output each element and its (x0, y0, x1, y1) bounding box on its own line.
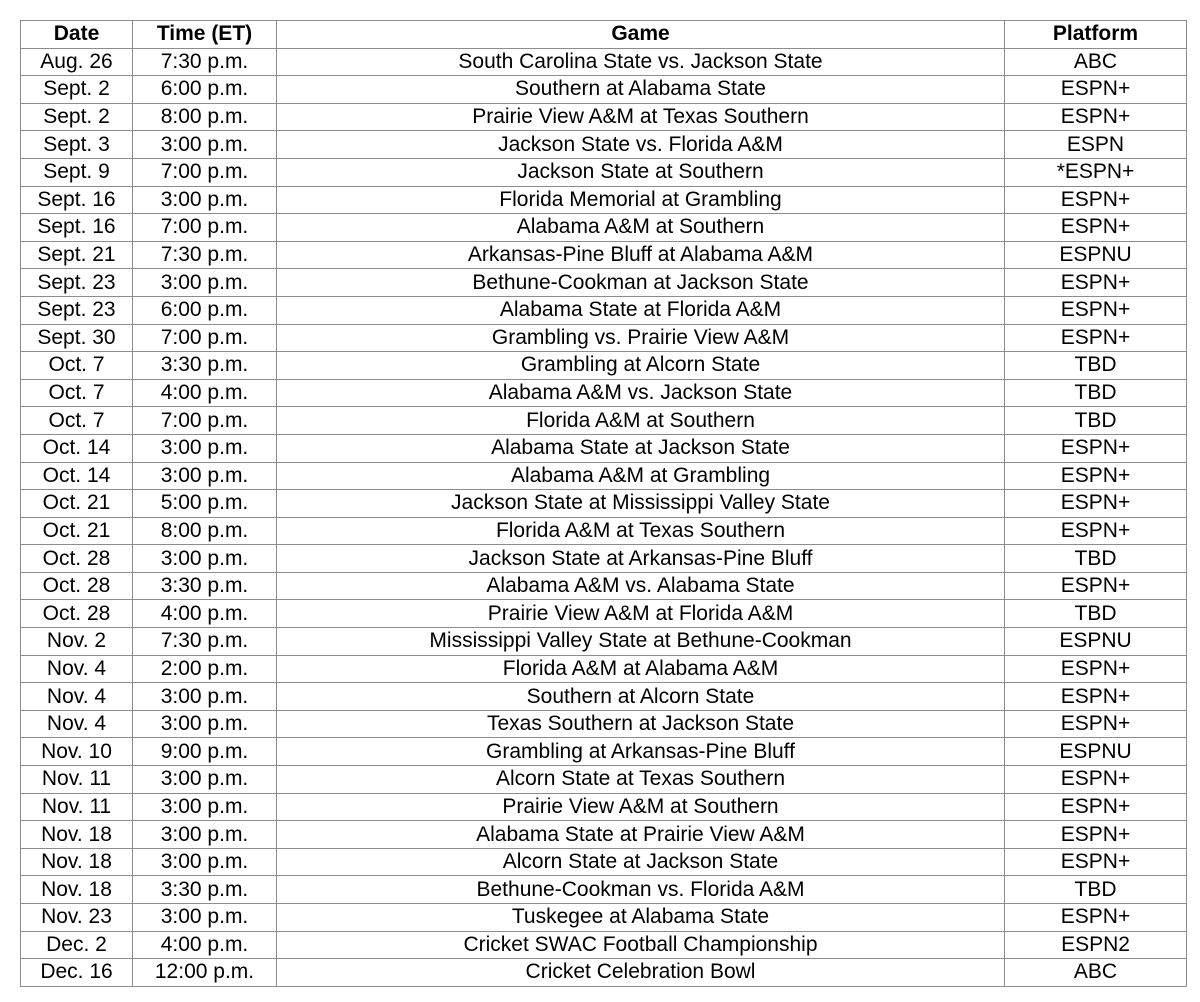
game-cell: Alabama A&M at Southern (277, 214, 1005, 242)
game-cell: Alcorn State at Texas Southern (277, 766, 1005, 794)
time-cell: 3:00 p.m. (133, 793, 277, 821)
game-cell: Jackson State at Arkansas-Pine Bluff (277, 545, 1005, 573)
platform-cell: ESPN+ (1005, 793, 1187, 821)
table-row (21, 683, 1187, 711)
date-cell: Oct. 28 (21, 600, 133, 628)
table-row (21, 379, 1187, 407)
platform-cell: ESPN+ (1005, 655, 1187, 683)
date-column-header: Date (21, 21, 133, 49)
table-row (21, 407, 1187, 435)
table-row (21, 710, 1187, 738)
time-cell: 3:30 p.m. (133, 876, 277, 904)
game-cell: Grambling at Alcorn State (277, 352, 1005, 380)
platform-cell: ESPN (1005, 131, 1187, 159)
date-cell: Dec. 16 (21, 959, 133, 987)
platform-cell: ESPN+ (1005, 324, 1187, 352)
table-row (21, 48, 1187, 76)
date-cell: Nov. 18 (21, 821, 133, 849)
table-row (21, 628, 1187, 656)
game-cell: Grambling vs. Prairie View A&M (277, 324, 1005, 352)
platform-cell: ESPN+ (1005, 572, 1187, 600)
date-cell: Sept. 23 (21, 296, 133, 324)
game-cell: Southern at Alabama State (277, 76, 1005, 104)
platform-cell: ESPN+ (1005, 462, 1187, 490)
platform-cell: ESPN+ (1005, 490, 1187, 518)
date-cell: Aug. 26 (21, 48, 133, 76)
table-row (21, 462, 1187, 490)
table-row (21, 352, 1187, 380)
date-cell: Sept. 16 (21, 214, 133, 242)
date-cell: Oct. 21 (21, 490, 133, 518)
time-cell: 3:30 p.m. (133, 352, 277, 380)
platform-cell: ESPN+ (1005, 710, 1187, 738)
date-cell: Sept. 30 (21, 324, 133, 352)
table-row (21, 959, 1187, 987)
game-cell: Jackson State at Mississippi Valley State (277, 490, 1005, 518)
time-cell: 3:00 p.m. (133, 434, 277, 462)
table-row (21, 876, 1187, 904)
time-cell: 7:30 p.m. (133, 628, 277, 656)
platform-cell: ESPN+ (1005, 904, 1187, 932)
table-row (21, 904, 1187, 932)
game-cell: Alabama A&M vs. Alabama State (277, 572, 1005, 600)
platform-cell: ESPNU (1005, 241, 1187, 269)
game-cell: Grambling at Arkansas-Pine Bluff (277, 738, 1005, 766)
time-cell: 3:00 p.m. (133, 683, 277, 711)
game-cell: Tuskegee at Alabama State (277, 904, 1005, 932)
game-cell: South Carolina State vs. Jackson State (277, 48, 1005, 76)
time-cell: 3:00 p.m. (133, 462, 277, 490)
game-cell: Bethune-Cookman vs. Florida A&M (277, 876, 1005, 904)
time-cell: 3:00 p.m. (133, 821, 277, 849)
table-row (21, 738, 1187, 766)
game-cell: Jackson State vs. Florida A&M (277, 131, 1005, 159)
game-cell: Prairie View A&M at Southern (277, 793, 1005, 821)
game-cell: Prairie View A&M at Florida A&M (277, 600, 1005, 628)
date-cell: Oct. 14 (21, 434, 133, 462)
game-cell: Alabama A&M at Grambling (277, 462, 1005, 490)
date-cell: Oct. 21 (21, 517, 133, 545)
table-row (21, 131, 1187, 159)
platform-cell: ABC (1005, 48, 1187, 76)
table-row (21, 296, 1187, 324)
table-row (21, 76, 1187, 104)
time-cell: 2:00 p.m. (133, 655, 277, 683)
table-row (21, 821, 1187, 849)
platform-cell: TBD (1005, 600, 1187, 628)
time-cell: 12:00 p.m. (133, 959, 277, 987)
platform-cell: ABC (1005, 959, 1187, 987)
table-row (21, 766, 1187, 794)
date-cell: Nov. 4 (21, 710, 133, 738)
table-row (21, 241, 1187, 269)
time-cell: 7:30 p.m. (133, 241, 277, 269)
time-cell: 3:00 p.m. (133, 186, 277, 214)
game-cell: Alabama State at Prairie View A&M (277, 821, 1005, 849)
time-column-header: Time (ET) (133, 21, 277, 49)
platform-cell: ESPN+ (1005, 683, 1187, 711)
platform-cell: ESPNU (1005, 628, 1187, 656)
date-cell: Sept. 2 (21, 76, 133, 104)
platform-cell: TBD (1005, 407, 1187, 435)
date-cell: Sept. 3 (21, 131, 133, 159)
game-cell: Southern at Alcorn State (277, 683, 1005, 711)
game-cell: Alabama A&M vs. Jackson State (277, 379, 1005, 407)
game-cell: Alabama State at Florida A&M (277, 296, 1005, 324)
date-cell: Nov. 11 (21, 766, 133, 794)
date-cell: Sept. 23 (21, 269, 133, 297)
game-cell: Alabama State at Jackson State (277, 434, 1005, 462)
game-cell: Cricket Celebration Bowl (277, 959, 1005, 987)
table-row (21, 269, 1187, 297)
platform-cell: ESPN+ (1005, 103, 1187, 131)
platform-cell: ESPN+ (1005, 848, 1187, 876)
game-cell: Florida A&M at Alabama A&M (277, 655, 1005, 683)
platform-cell: ESPNU (1005, 738, 1187, 766)
date-cell: Nov. 18 (21, 848, 133, 876)
time-cell: 3:00 p.m. (133, 710, 277, 738)
time-cell: 3:30 p.m. (133, 572, 277, 600)
date-cell: Oct. 28 (21, 545, 133, 573)
time-cell: 3:00 p.m. (133, 269, 277, 297)
platform-cell: *ESPN+ (1005, 158, 1187, 186)
time-cell: 6:00 p.m. (133, 76, 277, 104)
time-cell: 3:00 p.m. (133, 848, 277, 876)
table-row (21, 434, 1187, 462)
platform-cell: ESPN+ (1005, 186, 1187, 214)
date-cell: Nov. 4 (21, 655, 133, 683)
table-row (21, 490, 1187, 518)
time-cell: 9:00 p.m. (133, 738, 277, 766)
time-cell: 3:00 p.m. (133, 904, 277, 932)
table-row (21, 545, 1187, 573)
platform-cell: TBD (1005, 876, 1187, 904)
table-row (21, 103, 1187, 131)
game-cell: Jackson State at Southern (277, 158, 1005, 186)
schedule-table (20, 20, 1187, 987)
platform-cell: TBD (1005, 545, 1187, 573)
time-cell: 3:00 p.m. (133, 545, 277, 573)
game-cell: Florida A&M at Southern (277, 407, 1005, 435)
table-row (21, 793, 1187, 821)
table-row (21, 572, 1187, 600)
time-cell: 6:00 p.m. (133, 296, 277, 324)
date-cell: Oct. 7 (21, 352, 133, 380)
platform-cell: ESPN2 (1005, 931, 1187, 959)
table-row (21, 214, 1187, 242)
date-cell: Sept. 16 (21, 186, 133, 214)
platform-cell: ESPN+ (1005, 296, 1187, 324)
date-cell: Oct. 7 (21, 379, 133, 407)
time-cell: 4:00 p.m. (133, 931, 277, 959)
time-cell: 7:00 p.m. (133, 158, 277, 186)
game-cell: Prairie View A&M at Texas Southern (277, 103, 1005, 131)
time-cell: 3:00 p.m. (133, 766, 277, 794)
date-cell: Nov. 23 (21, 904, 133, 932)
time-cell: 7:00 p.m. (133, 407, 277, 435)
game-cell: Bethune-Cookman at Jackson State (277, 269, 1005, 297)
game-cell: Alcorn State at Jackson State (277, 848, 1005, 876)
date-cell: Oct. 7 (21, 407, 133, 435)
game-cell: Mississippi Valley State at Bethune-Cookman (277, 628, 1005, 656)
platform-cell: ESPN+ (1005, 434, 1187, 462)
time-cell: 7:00 p.m. (133, 214, 277, 242)
game-column-header: Game (277, 21, 1005, 49)
game-cell: Arkansas-Pine Bluff at Alabama A&M (277, 241, 1005, 269)
date-cell: Nov. 11 (21, 793, 133, 821)
time-cell: 5:00 p.m. (133, 490, 277, 518)
table-row (21, 931, 1187, 959)
time-cell: 8:00 p.m. (133, 517, 277, 545)
table-row (21, 158, 1187, 186)
time-cell: 3:00 p.m. (133, 131, 277, 159)
date-cell: Sept. 2 (21, 103, 133, 131)
table-row (21, 517, 1187, 545)
date-cell: Dec. 2 (21, 931, 133, 959)
date-cell: Oct. 28 (21, 572, 133, 600)
time-cell: 7:30 p.m. (133, 48, 277, 76)
platform-cell: TBD (1005, 352, 1187, 380)
time-cell: 8:00 p.m. (133, 103, 277, 131)
header-row (21, 21, 1187, 49)
time-cell: 4:00 p.m. (133, 379, 277, 407)
platform-column-header: Platform (1005, 21, 1187, 49)
date-cell: Nov. 4 (21, 683, 133, 711)
platform-cell: ESPN+ (1005, 766, 1187, 794)
date-cell: Nov. 10 (21, 738, 133, 766)
table-row (21, 848, 1187, 876)
date-cell: Sept. 21 (21, 241, 133, 269)
date-cell: Nov. 18 (21, 876, 133, 904)
game-cell: Florida Memorial at Grambling (277, 186, 1005, 214)
date-cell: Nov. 2 (21, 628, 133, 656)
time-cell: 7:00 p.m. (133, 324, 277, 352)
table-header (21, 21, 1187, 49)
platform-cell: ESPN+ (1005, 821, 1187, 849)
table-body (21, 48, 1187, 986)
platform-cell: ESPN+ (1005, 517, 1187, 545)
platform-cell: TBD (1005, 379, 1187, 407)
game-cell: Texas Southern at Jackson State (277, 710, 1005, 738)
table-row (21, 600, 1187, 628)
platform-cell: ESPN+ (1005, 269, 1187, 297)
table-row (21, 324, 1187, 352)
table-row (21, 186, 1187, 214)
game-cell: Cricket SWAC Football Championship (277, 931, 1005, 959)
platform-cell: ESPN+ (1005, 76, 1187, 104)
time-cell: 4:00 p.m. (133, 600, 277, 628)
date-cell: Oct. 14 (21, 462, 133, 490)
table-row (21, 655, 1187, 683)
game-cell: Florida A&M at Texas Southern (277, 517, 1005, 545)
platform-cell: ESPN+ (1005, 214, 1187, 242)
date-cell: Sept. 9 (21, 158, 133, 186)
